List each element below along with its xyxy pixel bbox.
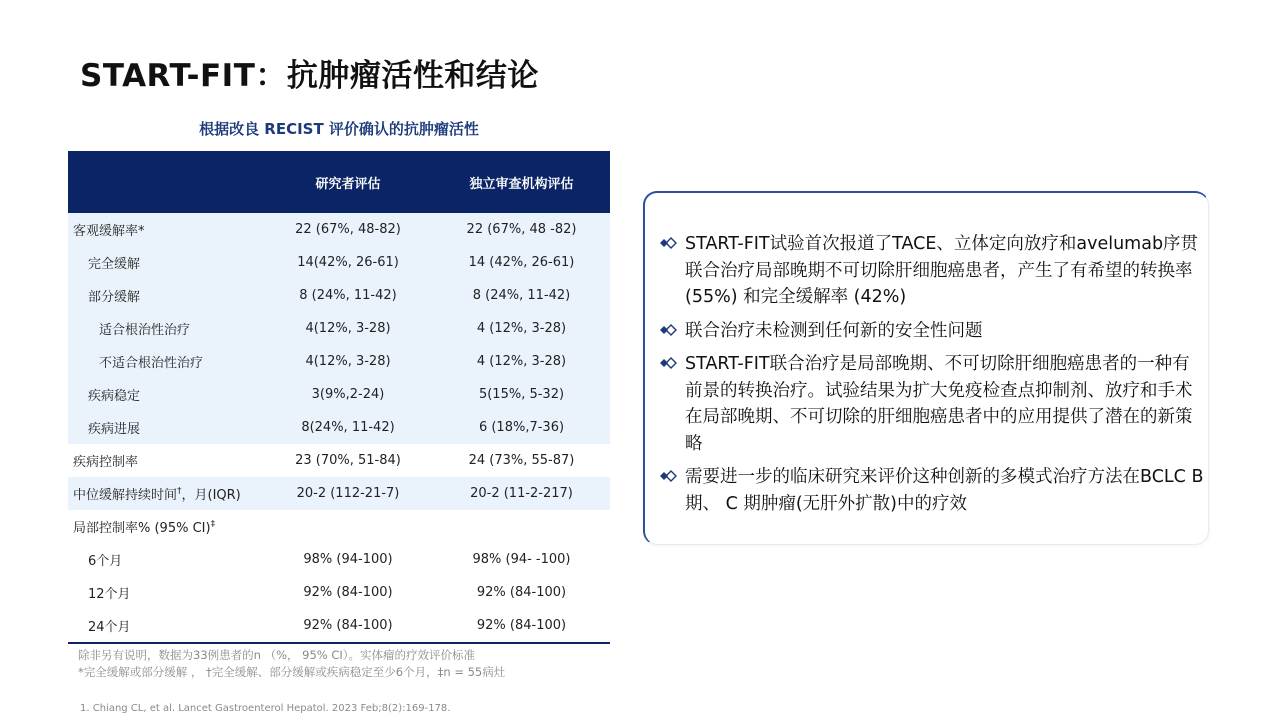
table-row [68, 279, 610, 312]
row-label: 中位缓解持续时间 [73, 488, 178, 503]
efficacy-table [68, 151, 610, 644]
footnote-mark: ‡ [210, 519, 216, 530]
table-row [68, 345, 610, 378]
cell-investigator: 92% (84-100) [303, 618, 393, 633]
table-row [68, 477, 610, 510]
row-label: 适合根治性治疗 [99, 323, 191, 338]
table-row [68, 444, 610, 477]
cell-investigator: 8 (24%, 11-42) [299, 288, 397, 303]
bullet-text: 需要进一步的临床研究来评价这种创新的多模式治疗方法在BCLC B 期、 C 期肿瘤(无肝外扩散)中的疗效 [685, 467, 1204, 514]
list-item [657, 318, 1205, 345]
diamond-bullet-icon [657, 464, 685, 517]
row-label: 6个月 [88, 554, 123, 569]
header-irc: 独立审查机构评估 [469, 176, 574, 192]
conclusion-list [657, 231, 1205, 524]
table-row [68, 510, 610, 543]
table-row [68, 576, 610, 609]
table-row [68, 543, 610, 576]
list-item [657, 464, 1205, 517]
cell-irc: 5(15%, 5-32) [478, 387, 565, 402]
cell-investigator: 8(24%, 11-42) [301, 420, 395, 435]
row-label: 局部控制率% (95% CI) [73, 521, 211, 536]
row-label: 12个月 [88, 587, 131, 602]
cell-investigator: 14(42%, 26-61) [297, 255, 399, 270]
cell-irc: 4 (12%, 3-28) [476, 354, 567, 369]
cell-investigator: 20-2 (112-21-7) [296, 486, 400, 501]
bullet-text: START-FIT联合治疗是局部晚期、不可切除肝细胞癌患者的一种有前景的转换治疗。试验结果为扩大免疫检查点抑制剂、放疗和手术在局部晚期、不可切除的肝细胞癌患者中的应用提供了潜在的新策略 [685, 354, 1193, 454]
bullet-text: 联合治疗未检测到任何新的安全性问题 [685, 320, 983, 341]
cell-irc: 4 (12%, 3-28) [476, 321, 567, 336]
cell-investigator: 92% (84-100) [303, 585, 393, 600]
list-item [657, 231, 1205, 311]
row-label: 疾病稳定 [88, 389, 141, 404]
diamond-bullet-icon [657, 231, 685, 311]
row-label: 24个月 [88, 620, 131, 635]
cell-investigator: 3(9%,2-24) [311, 387, 385, 402]
row-label: 客观缓解率* [73, 224, 145, 239]
cell-irc: 24 (73%, 55-87) [468, 453, 575, 468]
table-footnote-1: 除非另有说明，数据为33例患者的n （%， 95% CI）。实体瘤的疗效评价标准 [78, 648, 476, 662]
row-label-suffix: ，月(IQR) [181, 488, 241, 503]
page-title: START-FIT：抗肿瘤活性和结论 [80, 58, 539, 94]
table-row [68, 213, 610, 246]
cell-investigator: 23 (70%, 51-84) [295, 453, 401, 468]
footnote-mark: † [177, 486, 182, 497]
table-row [68, 312, 610, 345]
table-header [68, 151, 610, 213]
cell-irc: 92% (84-100) [476, 585, 567, 600]
cell-investigator: 22 (67%, 48-82) [295, 222, 401, 237]
cell-irc: 14 (42%, 26-61) [468, 255, 575, 270]
row-label: 完全缓解 [88, 257, 141, 272]
list-item [657, 351, 1205, 457]
cell-irc: 8 (24%, 11-42) [472, 288, 571, 303]
cell-irc: 92% (84-100) [476, 618, 567, 633]
table-row [68, 246, 610, 279]
table-bottom-rule [68, 642, 610, 644]
cell-irc: 6 (18%,7-36) [478, 420, 565, 435]
cell-investigator: 4(12%, 3-28) [305, 354, 391, 369]
cell-irc: 20-2 (11-2-217) [470, 486, 573, 501]
row-label: 疾病控制率 [73, 455, 139, 470]
row-label: 不适合根治性治疗 [99, 356, 204, 371]
diamond-bullet-icon [657, 351, 685, 457]
row-label: 部分缓解 [88, 290, 141, 305]
table-row [68, 411, 610, 444]
table-row [68, 609, 610, 642]
reference: 1. Chiang CL, et al. Lancet Gastroenterol Hepatol. 2023 Feb;8(2):169-178. [80, 703, 451, 714]
cell-irc: 22 (67%, 48 -82) [466, 222, 577, 237]
cell-investigator: 4(12%, 3-28) [305, 321, 391, 336]
cell-investigator: 98% (94-100) [303, 552, 393, 567]
header-investigator: 研究者评估 [315, 176, 381, 192]
conclusions-panel [643, 191, 1209, 545]
bullet-text: START-FIT试验首次报道了TACE、立体定向放疗和avelumab序贯联合治疗局部晚期不可切除肝细胞癌患者，产生了有希望的转换率 (55%) 和完全缓解率 (42%) [685, 234, 1199, 307]
row-label: 疾病进展 [88, 422, 141, 437]
diamond-bullet-icon [657, 318, 685, 345]
table-row [68, 378, 610, 411]
cell-irc: 98% (94- -100) [472, 552, 571, 567]
table-caption: 根据改良 RECIST 评价确认的抗肿瘤活性 [199, 120, 479, 138]
table-footnote-2: *完全缓解或部分缓解 ， †完全缓解、部分缓解或疾病稳定至少6个月，‡n = 55病灶 [78, 665, 506, 679]
